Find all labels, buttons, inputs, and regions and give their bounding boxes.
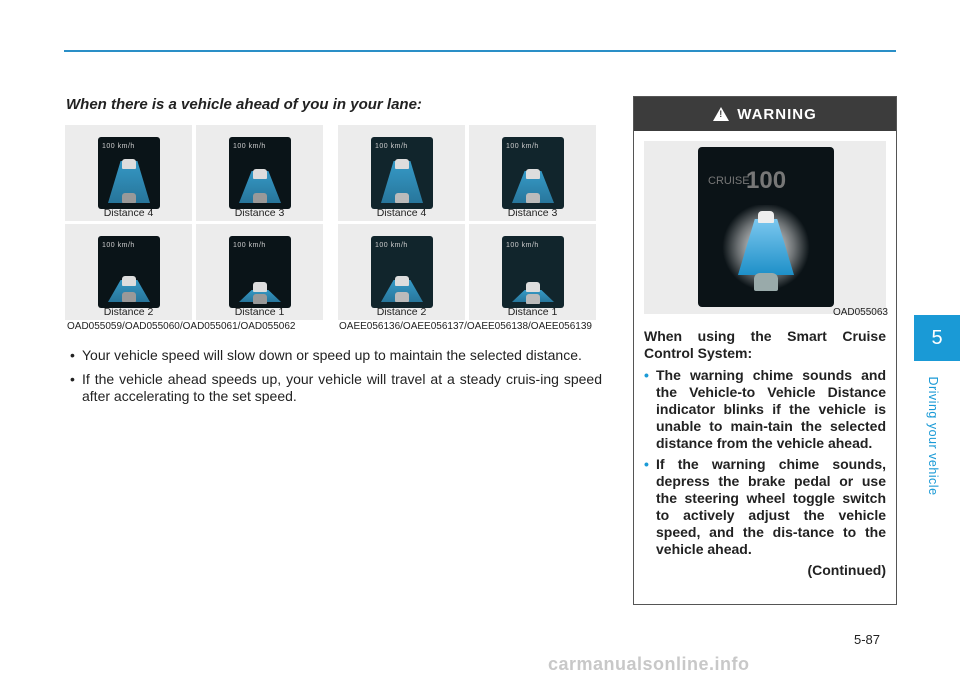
- type-a-image-codes: OAD055059/OAD055060/OAD055061/OAD055062: [67, 321, 296, 332]
- warning-triangle-icon: [713, 107, 729, 121]
- type-b-distance-4-cell: [338, 125, 465, 221]
- type-b-distance-2-cell: [338, 224, 465, 320]
- warning-illustration: [644, 141, 886, 314]
- own-vehicle-icon: [395, 292, 409, 302]
- type-a-distance-1-cell: [196, 224, 323, 320]
- warning-item: • If the warning chime sounds, depress the brake pedal or use the steering wheel toggle switch to actively adjust the vehicle speed, and the dis-tance to the vehicle ahead.: [644, 456, 886, 558]
- body-bullets: [70, 347, 602, 412]
- warning-box: [633, 96, 897, 605]
- type-b-image-codes: OAEE056136/OAEE056137/OAEE056138/OAEE056139: [339, 321, 592, 332]
- own-vehicle-icon: [754, 273, 778, 291]
- type-a-distance-2-cell: [65, 224, 192, 320]
- cluster-display: [698, 147, 834, 307]
- warning-header: [634, 97, 896, 131]
- cluster-display: [502, 236, 564, 308]
- cluster-display: [98, 137, 160, 209]
- own-vehicle-icon: [122, 193, 136, 203]
- speed-value: 100: [746, 167, 787, 194]
- distance-caption: Distance 4: [376, 207, 427, 219]
- speed-readout: 100 km/h: [375, 242, 408, 249]
- own-vehicle-icon: [253, 193, 267, 203]
- page-number: 5-87: [854, 632, 881, 647]
- speed-readout: 100 km/h: [233, 143, 266, 150]
- type-a-distance-4-cell: [65, 125, 192, 221]
- top-rule: [64, 50, 896, 52]
- chapter-tab[interactable]: 5: [914, 315, 960, 361]
- chapter-title-text: Driving your vehicle: [926, 376, 940, 496]
- bullet-item: • If the vehicle ahead speeds up, your vehicle will travel at a steady cruis-ing speed after accelerating to the set speed.: [70, 371, 602, 405]
- lead-vehicle-icon: [122, 159, 136, 169]
- lead-vehicle-icon: [526, 282, 540, 292]
- warning-title: WARNING: [737, 105, 817, 123]
- lead-vehicle-icon: [395, 159, 409, 169]
- distance-caption: Distance 2: [376, 306, 427, 318]
- warning-item: • The warning chime sounds and the Vehicle-to Vehicle Distance indicator blinks if the vehicle is unable to main-tain the selected distance from the vehicle ahead.: [644, 367, 886, 452]
- speed-readout: 100 km/h: [506, 143, 539, 150]
- own-vehicle-icon: [395, 193, 409, 203]
- cluster-display: [229, 236, 291, 308]
- speed-readout: 100 km/h: [375, 143, 408, 150]
- own-vehicle-icon: [526, 294, 540, 304]
- cluster-display: [502, 137, 564, 209]
- lead-vehicle-icon: [758, 211, 774, 223]
- cluster-display: [371, 137, 433, 209]
- own-vehicle-icon: [526, 193, 540, 203]
- distance-caption: Distance 1: [507, 306, 558, 318]
- cruise-label: CRUISE: [708, 175, 750, 187]
- bullet-item: • Your vehicle speed will slow down or speed up to maintain the selected distance.: [70, 347, 602, 364]
- lead-vehicle-icon: [253, 169, 267, 179]
- warning-text: [644, 328, 886, 579]
- lead-vehicle-icon: [395, 276, 409, 286]
- warning-image-code: OAD055063: [832, 307, 888, 318]
- distance-caption: Distance 3: [234, 207, 285, 219]
- own-vehicle-icon: [122, 292, 136, 302]
- speed-readout: 100 km/h: [506, 242, 539, 249]
- chapter-title: [924, 370, 942, 502]
- own-vehicle-icon: [253, 294, 267, 304]
- distance-caption: Distance 3: [507, 207, 558, 219]
- section-heading: When there is a vehicle ahead of you in your lane:: [66, 96, 422, 113]
- warning-intro: When using the Smart Cruise Control System:: [644, 328, 886, 361]
- lead-vehicle-icon: [122, 276, 136, 286]
- type-b-distance-3-cell: [469, 125, 596, 221]
- cluster-display: [98, 236, 160, 308]
- type-a-distance-3-cell: [196, 125, 323, 221]
- cluster-display: [229, 137, 291, 209]
- distance-caption: Distance 1: [234, 306, 285, 318]
- cluster-display: [371, 236, 433, 308]
- continued-note: (Continued): [807, 562, 886, 578]
- type-b-distance-1-cell: [469, 224, 596, 320]
- speed-readout: 100 km/h: [233, 242, 266, 249]
- speed-readout: 100 km/h: [102, 143, 135, 150]
- distance-caption: Distance 2: [103, 306, 154, 318]
- lead-vehicle-icon: [526, 169, 540, 179]
- distance-caption: Distance 4: [103, 207, 154, 219]
- speed-readout: 100 km/h: [102, 242, 135, 249]
- site-watermark: carmanualsonline.info: [548, 654, 750, 674]
- lead-vehicle-icon: [253, 282, 267, 292]
